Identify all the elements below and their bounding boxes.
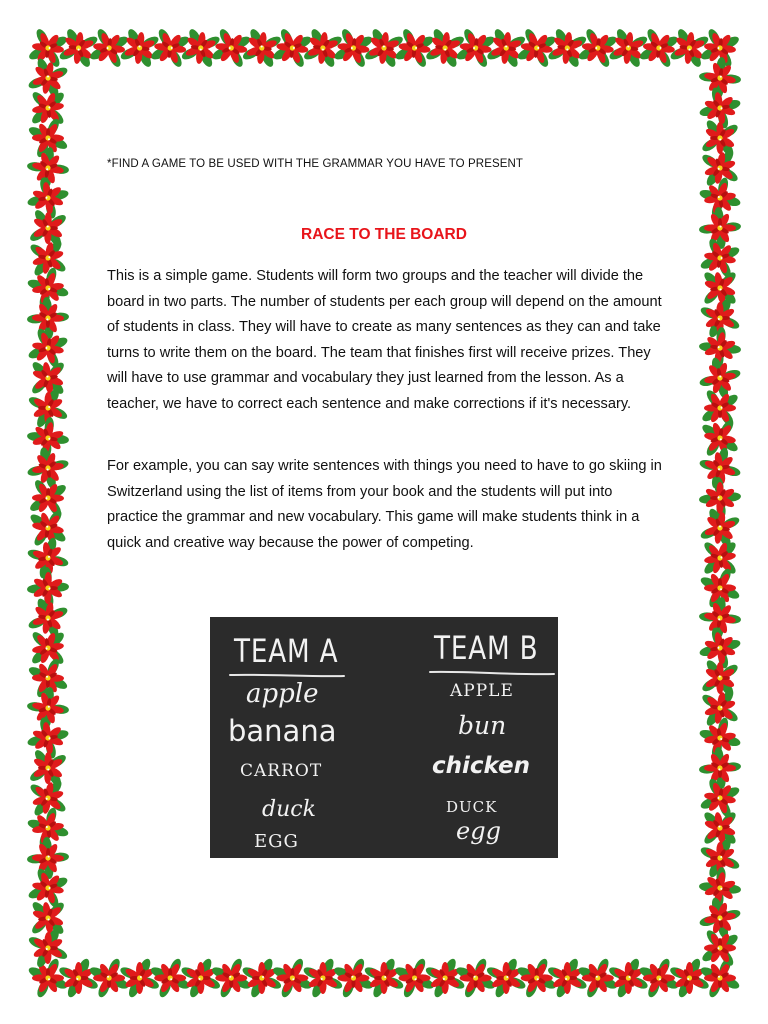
- team-a-word: banana: [228, 714, 337, 748]
- team-a-word: apple: [246, 679, 319, 709]
- poinsettia-flower-icon: [333, 957, 375, 999]
- poinsettia-flower-icon: [27, 927, 70, 970]
- team-b-word: DUCK: [446, 798, 498, 816]
- team-b-word: APPLE: [450, 681, 514, 701]
- instruction-note: *FIND A GAME TO BE USED WITH THE GRAMMAR YOU HAVE TO PRESENT: [107, 158, 524, 170]
- poinsettia-flower-icon: [141, 19, 200, 78]
- poinsettia-flower-icon: [455, 957, 497, 999]
- poinsettia-flower-icon: [446, 19, 505, 78]
- game-title: RACE TO THE BOARD: [301, 226, 467, 243]
- poinsettia-flower-icon: [271, 957, 313, 999]
- team-b-heading: TEAM B: [434, 629, 539, 667]
- description-paragraph: This is a simple game. Students will form two groups and the teacher will divide the board in two parts. The number of students per each group will depend on the amount of students in class. They will have to create as many sentences as they can and take turns to write them on the board. The team that finishes first will receive prizes. They will have to use grammar and vocabulary they just learned from the lesson. As a teacher, we have to correct each sentence and make corrections if it's necessary.: [107, 268, 662, 412]
- example-paragraph: For example, you can say write sentences with things you need to have to go skiing in Switzerland using the list of items from your book and the students will put into practice the grammar and new vocabulary. This game will make students think in a quick and creative way because the power of competing.: [107, 458, 662, 551]
- poinsettia-flower-icon: [569, 19, 628, 78]
- poinsettia-flower-icon: [516, 957, 558, 999]
- poinsettia-flower-icon: [202, 19, 261, 78]
- team-b-word: egg: [456, 817, 501, 845]
- team-a-word: EGG: [254, 831, 299, 852]
- poinsettia-flower-icon: [394, 957, 436, 999]
- poinsettia-flower-icon: [507, 19, 566, 78]
- team-a-word: duck: [262, 797, 316, 822]
- chalkboard-image: [210, 617, 558, 858]
- poinsettia-flower-icon: [263, 19, 322, 78]
- poinsettia-flower-icon: [80, 19, 139, 78]
- poinsettia-flower-icon: [577, 957, 619, 999]
- poinsettia-flower-icon: [630, 19, 689, 78]
- poinsettia-flower-icon: [88, 957, 130, 999]
- poinsettia-flower-icon: [699, 957, 741, 999]
- poinsettia-flower-icon: [638, 957, 680, 999]
- team-a-word: CARROT: [240, 761, 323, 781]
- poinsettia-flower-icon: [324, 19, 383, 78]
- poinsettia-flower-icon: [149, 957, 191, 999]
- poinsettia-flower-icon: [385, 19, 444, 78]
- team-b-word: chicken: [432, 753, 530, 779]
- team-a-heading: TEAM A: [234, 632, 339, 670]
- poinsettia-flower-icon: [210, 957, 252, 999]
- team-b-word: bun: [458, 711, 507, 740]
